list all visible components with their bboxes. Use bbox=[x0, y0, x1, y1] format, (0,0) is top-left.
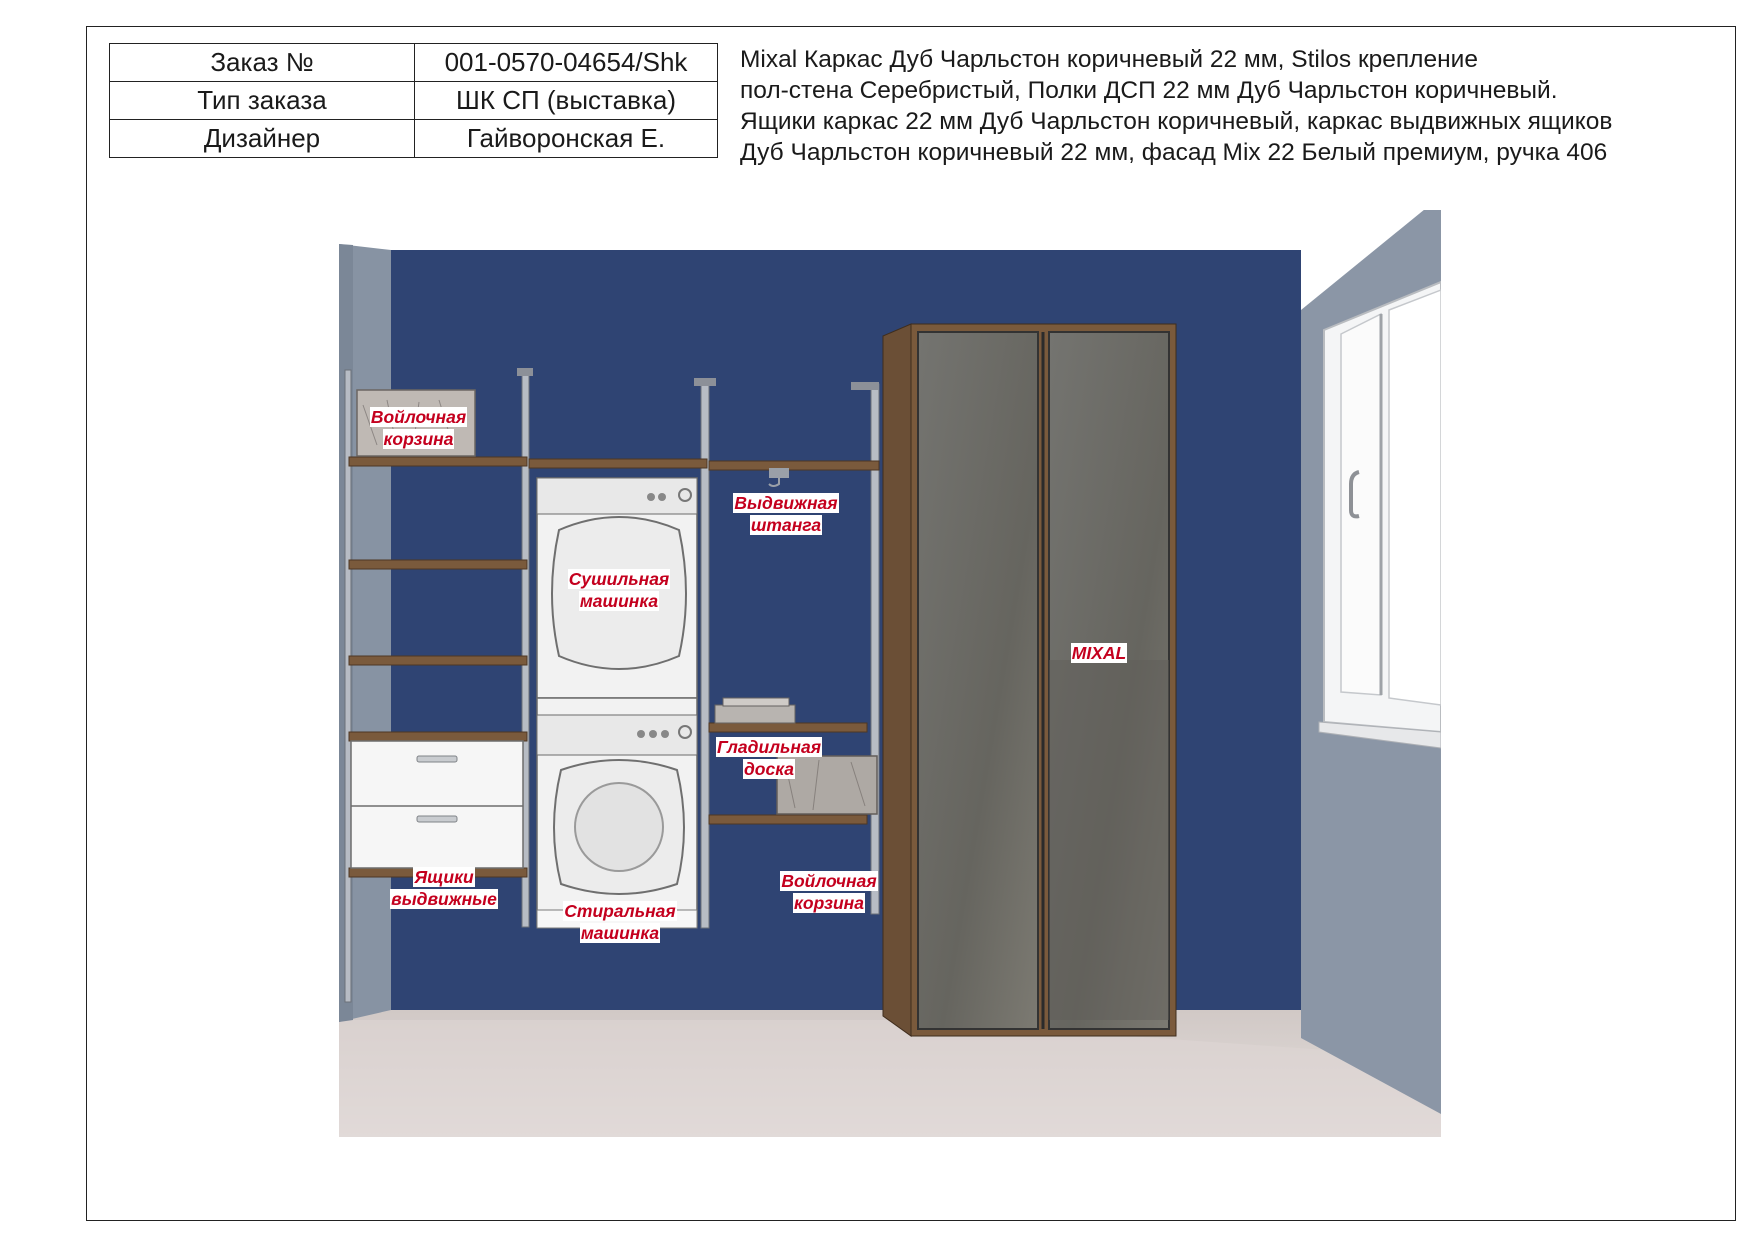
ironing-board bbox=[715, 698, 795, 723]
label-felt-basket-bottom: Войлочная корзина bbox=[781, 871, 877, 913]
order-type-value: ШК СП (выставка) bbox=[415, 82, 718, 120]
label-mixal: MIXAL bbox=[1071, 643, 1127, 663]
description-line: Ящики каркас 22 мм Дуб Чарльстон коричневый, каркас выдвижных ящиков bbox=[740, 108, 1613, 135]
order-type-row bbox=[110, 82, 718, 120]
label-felt-basket-top: Войлочная корзина bbox=[370, 407, 467, 449]
label-dryer: Сушильная машинка bbox=[568, 569, 670, 611]
order-number-value: 001-0570-04654/Shk bbox=[415, 44, 718, 82]
room-render bbox=[339, 210, 1441, 1137]
washing-machine bbox=[537, 698, 697, 928]
designer-label: Дизайнер bbox=[110, 120, 415, 158]
designer-row bbox=[110, 120, 718, 158]
mixal-wardrobe bbox=[883, 324, 1176, 1036]
label-pull-out-rod: Выдвижная штанга bbox=[734, 493, 838, 535]
materials-description bbox=[740, 44, 1730, 168]
label-drawers: Ящики выдвижные bbox=[391, 867, 497, 909]
designer-value: Гайворонская Е. bbox=[415, 120, 718, 158]
order-info-table bbox=[109, 43, 718, 158]
order-number-label: Заказ № bbox=[110, 44, 415, 82]
label-ironing-board: Гладильная доска bbox=[716, 737, 822, 779]
drawer-unit bbox=[351, 741, 523, 868]
description-line: Mixal Каркас Дуб Чарльстон коричневый 22 мм, Stilos крепление bbox=[740, 46, 1478, 73]
order-type-label: Тип заказа bbox=[110, 82, 415, 120]
description-line: Дуб Чарльстон коричневый 22 мм, фасад Mix 22 Белый премиум, ручка 406 bbox=[740, 139, 1608, 166]
window bbox=[1319, 282, 1441, 748]
description-line: пол-стена Серебристый, Полки ДСП 22 мм Дуб Чарльстон коричневый. bbox=[740, 77, 1558, 104]
room-illustration bbox=[339, 210, 1441, 1137]
label-washing-machine: Стиральная машинка bbox=[564, 901, 676, 943]
order-number-row bbox=[110, 44, 718, 82]
